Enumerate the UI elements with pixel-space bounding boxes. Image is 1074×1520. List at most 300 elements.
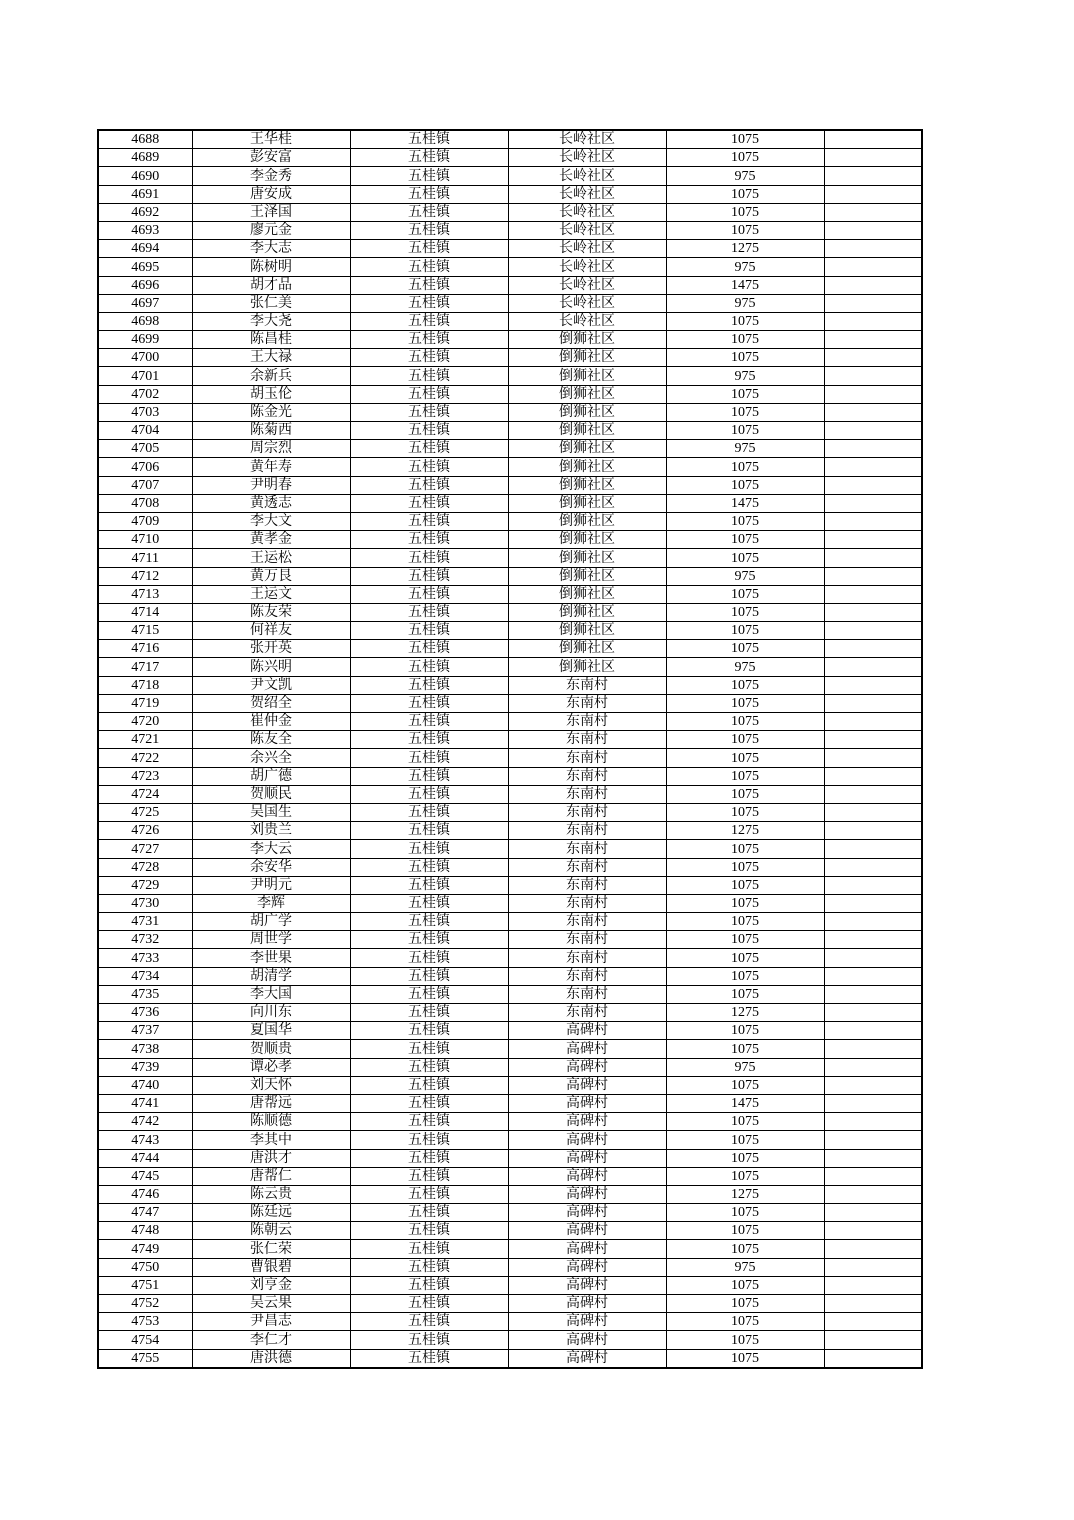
row-number-cell: 4726 <box>98 822 192 840</box>
row-number-cell: 4721 <box>98 731 192 749</box>
town-cell: 五桂镇 <box>350 894 508 912</box>
amount-cell: 1075 <box>666 1349 824 1368</box>
table-row <box>98 676 922 694</box>
amount-cell: 1075 <box>666 894 824 912</box>
village-cell: 高碑村 <box>508 1349 666 1368</box>
amount-cell: 1075 <box>666 549 824 567</box>
roster-table <box>97 129 923 1369</box>
name-cell: 王大禄 <box>192 349 350 367</box>
village-cell: 东南村 <box>508 876 666 894</box>
amount-cell: 1075 <box>666 331 824 349</box>
remark-cell <box>824 1185 922 1203</box>
table-row <box>98 367 922 385</box>
amount-cell: 1075 <box>666 1276 824 1294</box>
row-number-cell: 4735 <box>98 985 192 1003</box>
amount-cell: 1075 <box>666 512 824 530</box>
village-cell: 高碑村 <box>508 1240 666 1258</box>
town-cell: 五桂镇 <box>350 1131 508 1149</box>
table-row <box>98 1113 922 1131</box>
village-cell: 长岭社区 <box>508 312 666 330</box>
remark-cell <box>824 1040 922 1058</box>
table-row <box>98 221 922 239</box>
table-row <box>98 967 922 985</box>
town-cell: 五桂镇 <box>350 276 508 294</box>
name-cell: 唐帮远 <box>192 1094 350 1112</box>
town-cell: 五桂镇 <box>350 1185 508 1203</box>
name-cell: 胡清学 <box>192 967 350 985</box>
name-cell: 尹昌志 <box>192 1313 350 1331</box>
village-cell: 倒狮社区 <box>508 385 666 403</box>
row-number-cell: 4700 <box>98 349 192 367</box>
row-number-cell: 4723 <box>98 767 192 785</box>
remark-cell <box>824 822 922 840</box>
amount-cell: 1075 <box>666 1040 824 1058</box>
town-cell: 五桂镇 <box>350 367 508 385</box>
name-cell: 胡才品 <box>192 276 350 294</box>
remark-cell <box>824 949 922 967</box>
name-cell: 李大国 <box>192 985 350 1003</box>
village-cell: 高碑村 <box>508 1313 666 1331</box>
town-cell: 五桂镇 <box>350 185 508 203</box>
remark-cell <box>824 203 922 221</box>
remark-cell <box>824 713 922 731</box>
row-number-cell: 4750 <box>98 1258 192 1276</box>
village-cell: 高碑村 <box>508 1185 666 1203</box>
amount-cell: 1075 <box>666 731 824 749</box>
amount-cell: 1075 <box>666 803 824 821</box>
name-cell: 陈朝云 <box>192 1222 350 1240</box>
remark-cell <box>824 731 922 749</box>
name-cell: 陈云贵 <box>192 1185 350 1203</box>
name-cell: 李辉 <box>192 894 350 912</box>
row-number-cell: 4692 <box>98 203 192 221</box>
name-cell: 陈顺德 <box>192 1113 350 1131</box>
village-cell: 东南村 <box>508 731 666 749</box>
amount-cell: 1075 <box>666 476 824 494</box>
amount-cell: 1275 <box>666 1185 824 1203</box>
row-number-cell: 4709 <box>98 512 192 530</box>
table-row <box>98 1167 922 1185</box>
remark-cell <box>824 458 922 476</box>
remark-cell <box>824 1149 922 1167</box>
remark-cell <box>824 913 922 931</box>
amount-cell: 1075 <box>666 422 824 440</box>
row-number-cell: 4731 <box>98 913 192 931</box>
amount-cell: 1075 <box>666 858 824 876</box>
town-cell: 五桂镇 <box>350 476 508 494</box>
amount-cell: 1075 <box>666 1204 824 1222</box>
village-cell: 东南村 <box>508 858 666 876</box>
name-cell: 李大尧 <box>192 312 350 330</box>
village-cell: 倒狮社区 <box>508 640 666 658</box>
remark-cell <box>824 967 922 985</box>
name-cell: 何祥友 <box>192 622 350 640</box>
row-number-cell: 4701 <box>98 367 192 385</box>
remark-cell <box>824 767 922 785</box>
remark-cell <box>824 494 922 512</box>
name-cell: 胡玉伦 <box>192 385 350 403</box>
name-cell: 刘天怀 <box>192 1076 350 1094</box>
village-cell: 长岭社区 <box>508 258 666 276</box>
town-cell: 五桂镇 <box>350 1349 508 1368</box>
village-cell: 东南村 <box>508 840 666 858</box>
village-cell: 长岭社区 <box>508 240 666 258</box>
name-cell: 王运松 <box>192 549 350 567</box>
town-cell: 五桂镇 <box>350 640 508 658</box>
remark-cell <box>824 858 922 876</box>
name-cell: 李大文 <box>192 512 350 530</box>
town-cell: 五桂镇 <box>350 967 508 985</box>
village-cell: 东南村 <box>508 676 666 694</box>
remark-cell <box>824 1295 922 1313</box>
town-cell: 五桂镇 <box>350 349 508 367</box>
amount-cell: 1075 <box>666 931 824 949</box>
table-row <box>98 440 922 458</box>
amount-cell: 1075 <box>666 185 824 203</box>
town-cell: 五桂镇 <box>350 603 508 621</box>
row-number-cell: 4727 <box>98 840 192 858</box>
remark-cell <box>824 531 922 549</box>
row-number-cell: 4755 <box>98 1349 192 1368</box>
village-cell: 东南村 <box>508 767 666 785</box>
table-row <box>98 658 922 676</box>
row-number-cell: 4747 <box>98 1204 192 1222</box>
town-cell: 五桂镇 <box>350 512 508 530</box>
amount-cell: 1075 <box>666 1022 824 1040</box>
town-cell: 五桂镇 <box>350 1331 508 1349</box>
amount-cell: 1075 <box>666 130 824 149</box>
table-row <box>98 822 922 840</box>
village-cell: 倒狮社区 <box>508 422 666 440</box>
name-cell: 曹银碧 <box>192 1258 350 1276</box>
town-cell: 五桂镇 <box>350 203 508 221</box>
remark-cell <box>824 185 922 203</box>
village-cell: 长岭社区 <box>508 149 666 167</box>
name-cell: 李金秀 <box>192 167 350 185</box>
name-cell: 王泽国 <box>192 203 350 221</box>
name-cell: 刘亨金 <box>192 1276 350 1294</box>
name-cell: 唐安成 <box>192 185 350 203</box>
amount-cell: 975 <box>666 440 824 458</box>
amount-cell: 1075 <box>666 203 824 221</box>
amount-cell: 1075 <box>666 603 824 621</box>
amount-cell: 1075 <box>666 585 824 603</box>
village-cell: 高碑村 <box>508 1204 666 1222</box>
row-number-cell: 4689 <box>98 149 192 167</box>
village-cell: 倒狮社区 <box>508 349 666 367</box>
village-cell: 高碑村 <box>508 1258 666 1276</box>
table-row <box>98 1040 922 1058</box>
amount-cell: 1075 <box>666 1076 824 1094</box>
remark-cell <box>824 658 922 676</box>
town-cell: 五桂镇 <box>350 1113 508 1131</box>
amount-cell: 1275 <box>666 822 824 840</box>
row-number-cell: 4732 <box>98 931 192 949</box>
amount-cell: 1075 <box>666 1331 824 1349</box>
table-row <box>98 549 922 567</box>
row-number-cell: 4696 <box>98 276 192 294</box>
name-cell: 陈兴明 <box>192 658 350 676</box>
amount-cell: 1075 <box>666 913 824 931</box>
table-row <box>98 840 922 858</box>
amount-cell: 975 <box>666 258 824 276</box>
table-row <box>98 1185 922 1203</box>
name-cell: 唐帮仁 <box>192 1167 350 1185</box>
remark-cell <box>824 512 922 530</box>
name-cell: 余兴全 <box>192 749 350 767</box>
table-row <box>98 476 922 494</box>
village-cell: 东南村 <box>508 967 666 985</box>
remark-cell <box>824 312 922 330</box>
village-cell: 长岭社区 <box>508 167 666 185</box>
town-cell: 五桂镇 <box>350 1240 508 1258</box>
table-row <box>98 640 922 658</box>
row-number-cell: 4722 <box>98 749 192 767</box>
town-cell: 五桂镇 <box>350 658 508 676</box>
town-cell: 五桂镇 <box>350 312 508 330</box>
town-cell: 五桂镇 <box>350 949 508 967</box>
amount-cell: 975 <box>666 167 824 185</box>
town-cell: 五桂镇 <box>350 840 508 858</box>
village-cell: 倒狮社区 <box>508 512 666 530</box>
remark-cell <box>824 403 922 421</box>
amount-cell: 1075 <box>666 622 824 640</box>
name-cell: 黄年寿 <box>192 458 350 476</box>
remark-cell <box>824 221 922 239</box>
table-row <box>98 949 922 967</box>
town-cell: 五桂镇 <box>350 440 508 458</box>
village-cell: 东南村 <box>508 749 666 767</box>
remark-cell <box>824 1258 922 1276</box>
amount-cell: 1275 <box>666 1004 824 1022</box>
village-cell: 东南村 <box>508 949 666 967</box>
town-cell: 五桂镇 <box>350 876 508 894</box>
table-row <box>98 767 922 785</box>
remark-cell <box>824 785 922 803</box>
name-cell: 尹文凯 <box>192 676 350 694</box>
row-number-cell: 4717 <box>98 658 192 676</box>
name-cell: 陈金光 <box>192 403 350 421</box>
name-cell: 吴云果 <box>192 1295 350 1313</box>
name-cell: 李大志 <box>192 240 350 258</box>
table-row <box>98 258 922 276</box>
table-row <box>98 312 922 330</box>
table-row <box>98 894 922 912</box>
village-cell: 高碑村 <box>508 1094 666 1112</box>
table-row <box>98 603 922 621</box>
table-row <box>98 913 922 931</box>
remark-cell <box>824 876 922 894</box>
table-row <box>98 1076 922 1094</box>
name-cell: 黄透志 <box>192 494 350 512</box>
village-cell: 长岭社区 <box>508 203 666 221</box>
village-cell: 倒狮社区 <box>508 476 666 494</box>
name-cell: 张仁美 <box>192 294 350 312</box>
name-cell: 胡广学 <box>192 913 350 931</box>
table-row <box>98 149 922 167</box>
table-row <box>98 1131 922 1149</box>
name-cell: 唐洪德 <box>192 1349 350 1368</box>
village-cell: 倒狮社区 <box>508 567 666 585</box>
row-number-cell: 4718 <box>98 676 192 694</box>
table-row <box>98 1295 922 1313</box>
remark-cell <box>824 1276 922 1294</box>
row-number-cell: 4734 <box>98 967 192 985</box>
row-number-cell: 4706 <box>98 458 192 476</box>
row-number-cell: 4733 <box>98 949 192 967</box>
remark-cell <box>824 258 922 276</box>
row-number-cell: 4713 <box>98 585 192 603</box>
village-cell: 倒狮社区 <box>508 458 666 476</box>
town-cell: 五桂镇 <box>350 331 508 349</box>
name-cell: 贺顺贵 <box>192 1040 350 1058</box>
town-cell: 五桂镇 <box>350 931 508 949</box>
town-cell: 五桂镇 <box>350 1076 508 1094</box>
amount-cell: 1075 <box>666 312 824 330</box>
village-cell: 倒狮社区 <box>508 603 666 621</box>
town-cell: 五桂镇 <box>350 1040 508 1058</box>
name-cell: 王运文 <box>192 585 350 603</box>
village-cell: 倒狮社区 <box>508 585 666 603</box>
amount-cell: 975 <box>666 1058 824 1076</box>
name-cell: 李仁才 <box>192 1331 350 1349</box>
town-cell: 五桂镇 <box>350 294 508 312</box>
row-number-cell: 4693 <box>98 221 192 239</box>
remark-cell <box>824 1004 922 1022</box>
row-number-cell: 4695 <box>98 258 192 276</box>
row-number-cell: 4697 <box>98 294 192 312</box>
remark-cell <box>824 349 922 367</box>
name-cell: 张仁荣 <box>192 1240 350 1258</box>
town-cell: 五桂镇 <box>350 694 508 712</box>
amount-cell: 975 <box>666 567 824 585</box>
amount-cell: 1075 <box>666 713 824 731</box>
village-cell: 长岭社区 <box>508 185 666 203</box>
table-row <box>98 803 922 821</box>
remark-cell <box>824 440 922 458</box>
remark-cell <box>824 422 922 440</box>
village-cell: 高碑村 <box>508 1022 666 1040</box>
row-number-cell: 4704 <box>98 422 192 440</box>
name-cell: 廖元金 <box>192 221 350 239</box>
table-row <box>98 1331 922 1349</box>
remark-cell <box>824 367 922 385</box>
village-cell: 高碑村 <box>508 1331 666 1349</box>
amount-cell: 1075 <box>666 840 824 858</box>
table-row <box>98 931 922 949</box>
town-cell: 五桂镇 <box>350 221 508 239</box>
amount-cell: 1075 <box>666 1295 824 1313</box>
row-number-cell: 4745 <box>98 1167 192 1185</box>
amount-cell: 1475 <box>666 494 824 512</box>
row-number-cell: 4749 <box>98 1240 192 1258</box>
village-cell: 东南村 <box>508 931 666 949</box>
amount-cell: 1075 <box>666 1222 824 1240</box>
table-row <box>98 1258 922 1276</box>
row-number-cell: 4702 <box>98 385 192 403</box>
remark-cell <box>824 1349 922 1368</box>
town-cell: 五桂镇 <box>350 803 508 821</box>
town-cell: 五桂镇 <box>350 149 508 167</box>
name-cell: 黄孝金 <box>192 531 350 549</box>
amount-cell: 1475 <box>666 276 824 294</box>
village-cell: 倒狮社区 <box>508 331 666 349</box>
village-cell: 倒狮社区 <box>508 622 666 640</box>
name-cell: 夏国华 <box>192 1022 350 1040</box>
amount-cell: 1075 <box>666 949 824 967</box>
town-cell: 五桂镇 <box>350 385 508 403</box>
name-cell: 陈友荣 <box>192 603 350 621</box>
amount-cell: 1075 <box>666 221 824 239</box>
row-number-cell: 4708 <box>98 494 192 512</box>
table-row <box>98 622 922 640</box>
remark-cell <box>824 676 922 694</box>
town-cell: 五桂镇 <box>350 858 508 876</box>
town-cell: 五桂镇 <box>350 1094 508 1112</box>
row-number-cell: 4739 <box>98 1058 192 1076</box>
village-cell: 长岭社区 <box>508 130 666 149</box>
table-row <box>98 1240 922 1258</box>
village-cell: 高碑村 <box>508 1131 666 1149</box>
row-number-cell: 4728 <box>98 858 192 876</box>
amount-cell: 1075 <box>666 749 824 767</box>
village-cell: 东南村 <box>508 1004 666 1022</box>
town-cell: 五桂镇 <box>350 1058 508 1076</box>
village-cell: 东南村 <box>508 785 666 803</box>
village-cell: 高碑村 <box>508 1276 666 1294</box>
amount-cell: 975 <box>666 294 824 312</box>
amount-cell: 1475 <box>666 1094 824 1112</box>
amount-cell: 1075 <box>666 403 824 421</box>
remark-cell <box>824 240 922 258</box>
table-row <box>98 403 922 421</box>
row-number-cell: 4744 <box>98 1149 192 1167</box>
town-cell: 五桂镇 <box>350 822 508 840</box>
row-number-cell: 4698 <box>98 312 192 330</box>
row-number-cell: 4705 <box>98 440 192 458</box>
table-row <box>98 1058 922 1076</box>
row-number-cell: 4690 <box>98 167 192 185</box>
table-row <box>98 749 922 767</box>
name-cell: 李其中 <box>192 1131 350 1149</box>
town-cell: 五桂镇 <box>350 622 508 640</box>
village-cell: 东南村 <box>508 803 666 821</box>
table-row <box>98 731 922 749</box>
table-row <box>98 858 922 876</box>
village-cell: 东南村 <box>508 985 666 1003</box>
row-number-cell: 4719 <box>98 694 192 712</box>
remark-cell <box>824 1167 922 1185</box>
town-cell: 五桂镇 <box>350 676 508 694</box>
remark-cell <box>824 1076 922 1094</box>
name-cell: 彭安富 <box>192 149 350 167</box>
table-row <box>98 276 922 294</box>
name-cell: 向川东 <box>192 1004 350 1022</box>
remark-cell <box>824 567 922 585</box>
row-number-cell: 4743 <box>98 1131 192 1149</box>
town-cell: 五桂镇 <box>350 585 508 603</box>
village-cell: 高碑村 <box>508 1167 666 1185</box>
name-cell: 黄万艮 <box>192 567 350 585</box>
remark-cell <box>824 1058 922 1076</box>
amount-cell: 1075 <box>666 531 824 549</box>
table-row <box>98 349 922 367</box>
village-cell: 倒狮社区 <box>508 494 666 512</box>
amount-cell: 1075 <box>666 640 824 658</box>
row-number-cell: 4741 <box>98 1094 192 1112</box>
row-number-cell: 4730 <box>98 894 192 912</box>
village-cell: 东南村 <box>508 694 666 712</box>
